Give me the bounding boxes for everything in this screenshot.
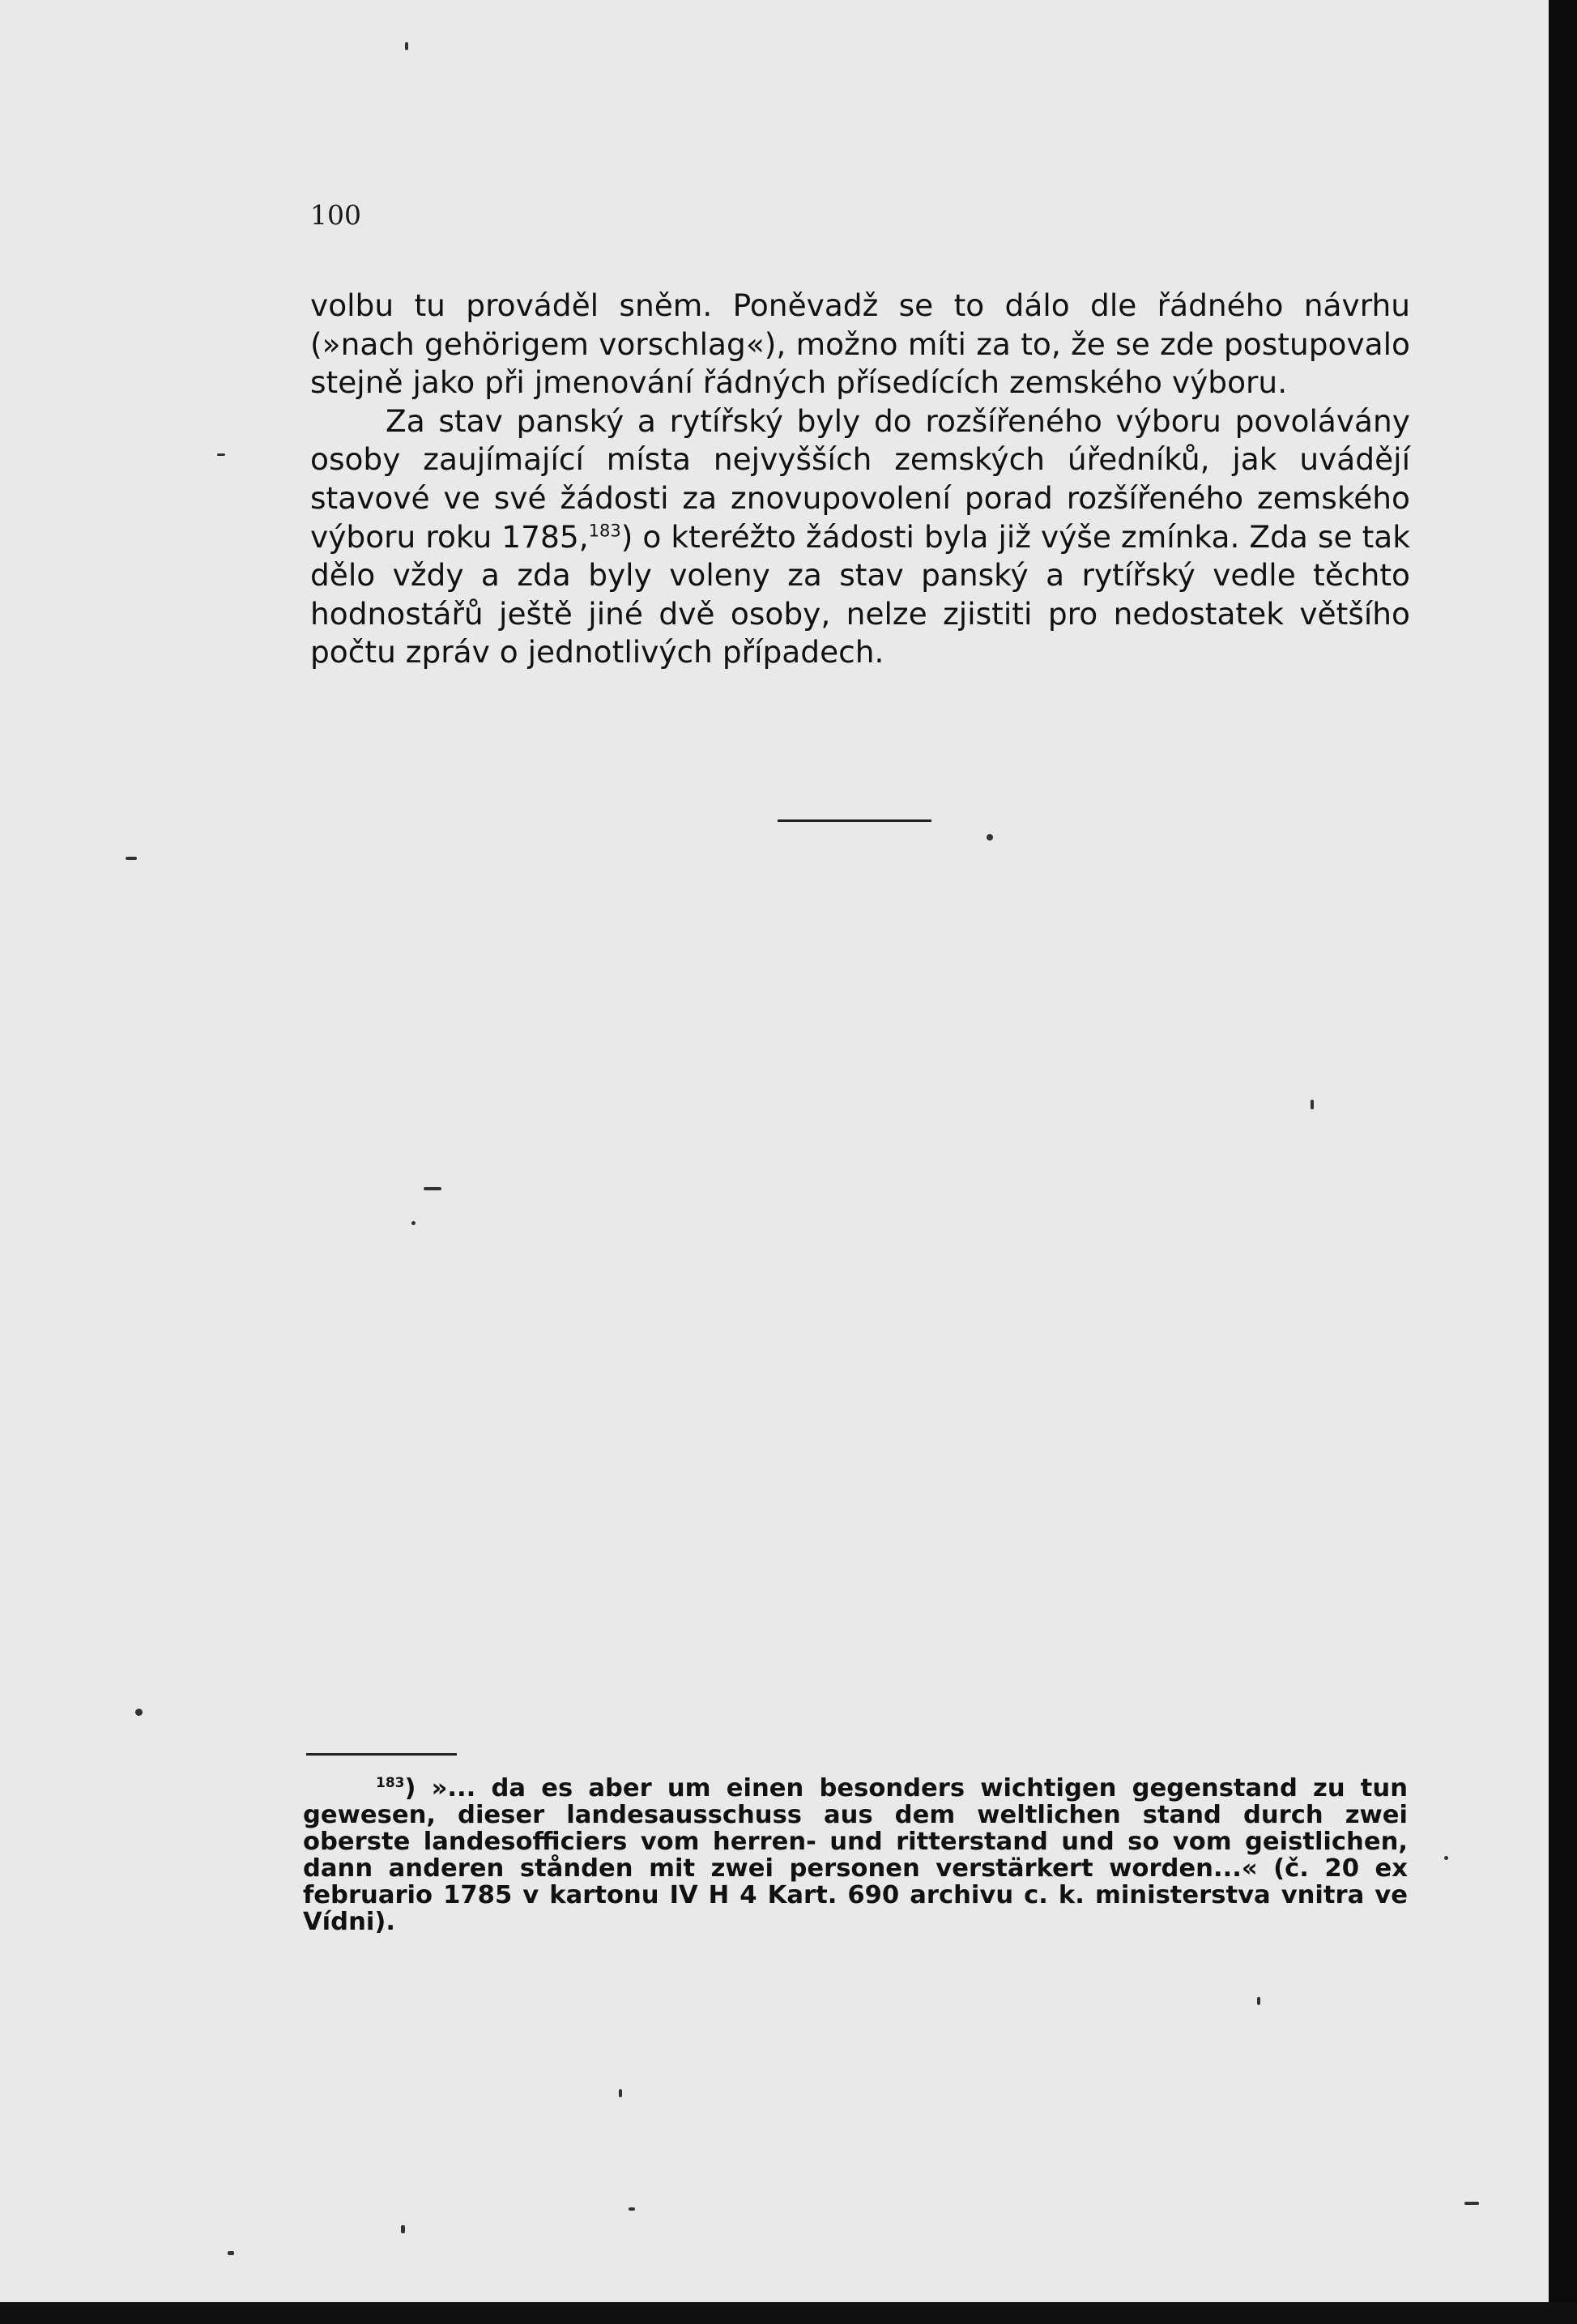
scan-speck [987,834,993,841]
section-divider [778,819,931,822]
main-text [310,287,1410,672]
scan-speck [619,2089,622,2097]
paragraph-2-text-start: Za stav panský a rytířský byly do rozšířeného výboru povolávány osoby zaujímající místa nejvyšších zemských úředníků, jak uvádějí stavové ve své žádosti za znovupovolení porad rozšířeného zemského výboru roku 1785, [310,402,1410,555]
scan-speck [1464,2202,1479,2205]
scan-speck [135,1709,143,1716]
footnote-reference: 183 [588,521,621,541]
footnote-number: 183 [376,1774,405,1791]
scan-speck [1444,1856,1448,1860]
scan-speck [424,1187,441,1190]
scan-border-right [1549,0,1577,2324]
scan-speck [1257,1997,1260,2005]
paragraph-2 [310,402,1410,672]
scan-speck [1311,1100,1314,1109]
scan-speck [411,1221,416,1225]
paragraph-2-text-end: ) o kteréžto žádosti byla již výše zmínka. Zda se tak dělo vždy a zda byly voleny za stav panský a rytířský vedle těchto hodnostářů ještě jiné dvě osoby, nelze zjistiti pro nedostatek většího počtu zpráv o jednotlivých případech. [310,518,1410,670]
footnote [303,1775,1408,1935]
page-number: 100 [310,199,361,231]
scan-speck [401,2225,405,2233]
scan-speck [228,2251,234,2255]
scan-border-bottom [0,2302,1577,2324]
scan-speck [629,2207,635,2211]
scan-speck [405,42,408,50]
scan-speck [126,857,137,860]
footnote-divider [306,1753,457,1756]
footnote-text: ) »... da es aber um einen besonders wichtigen gegenstand zu tun gewesen, dieser landesausschuss aus dem weltlichen stand durch zwei oberste landesofficiers vom herren- und ritterstand und so vom geistlichen, dann anderen stånden mit zwei personen verstärkert worden...« (č. 20 ex februario 1785 v kartonu IV H 4 Kart. 690 archivu c. k. ministerstva vnitra ve Vídni). [303,1774,1408,1936]
scan-speck [217,453,225,456]
paragraph-1: volbu tu prováděl sněm. Poněvadž se to dálo dle řádného návrhu (»nach gehörigem vorschlag«), možno míti za to, že se zde postupovalo stejně jako při jmenování řádných přísedících zemského výboru. [310,287,1410,401]
